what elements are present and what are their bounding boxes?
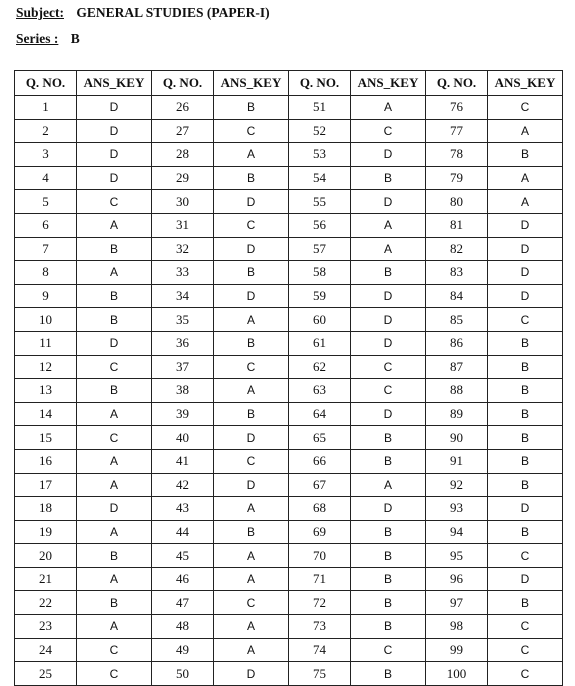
question-number-cell: 82 [426,237,488,261]
answer-key-cell: D [351,331,426,355]
question-number-cell: 14 [15,402,77,426]
answer-key-cell: B [488,473,563,497]
question-number-cell: 90 [426,426,488,450]
question-number-cell: 57 [289,237,351,261]
table-row [15,402,563,426]
answer-key-cell: B [214,166,289,190]
subject-value: GENERAL STUDIES (PAPER-I) [76,5,270,20]
question-number-cell: 1 [15,96,77,120]
question-number-cell: 40 [152,426,214,450]
answer-key-cell: D [488,497,563,521]
table-row [15,567,563,591]
answer-key-cell: C [351,638,426,662]
table-row [15,261,563,285]
column-header-q-no: Q. NO. [152,71,214,96]
question-number-cell: 92 [426,473,488,497]
answer-key-cell: D [488,567,563,591]
answer-key-cell: B [214,402,289,426]
question-number-cell: 72 [289,591,351,615]
answer-key-cell: D [351,308,426,332]
answer-key-cell: B [488,143,563,167]
table-row [15,308,563,332]
question-number-cell: 94 [426,520,488,544]
answer-key-cell: C [488,662,563,686]
question-number-cell: 10 [15,308,77,332]
answer-key-cell: C [214,355,289,379]
question-number-cell: 26 [152,96,214,120]
answer-key-cell: B [77,284,152,308]
answer-key-cell: B [488,402,563,426]
question-number-cell: 23 [15,615,77,639]
table-row [15,473,563,497]
question-number-cell: 22 [15,591,77,615]
answer-key-cell: B [351,544,426,568]
answer-key-cell: D [77,143,152,167]
question-number-cell: 98 [426,615,488,639]
column-header-ans-key: ANS_KEY [351,71,426,96]
answer-key-cell: C [77,426,152,450]
question-number-cell: 63 [289,379,351,403]
question-number-cell: 17 [15,473,77,497]
answer-key-cell: A [214,567,289,591]
answer-key-cell: A [214,497,289,521]
question-number-cell: 60 [289,308,351,332]
question-number-cell: 27 [152,119,214,143]
table-row [15,591,563,615]
table-row [15,497,563,521]
question-number-cell: 50 [152,662,214,686]
answer-key-cell: A [77,615,152,639]
question-number-cell: 69 [289,520,351,544]
answer-key-cell: B [351,591,426,615]
answer-key-cell: A [488,119,563,143]
subject-label: Subject: [16,5,64,20]
answer-key-cell: D [77,119,152,143]
answer-key-cell: A [77,213,152,237]
answer-key-cell: B [214,261,289,285]
answer-key-cell: B [214,331,289,355]
answer-key-cell: B [488,331,563,355]
answer-key-cell: C [351,119,426,143]
answer-key-cell: D [214,473,289,497]
answer-key-cell: D [488,213,563,237]
question-number-cell: 3 [15,143,77,167]
column-header-q-no: Q. NO. [289,71,351,96]
question-number-cell: 70 [289,544,351,568]
question-number-cell: 30 [152,190,214,214]
answer-key-cell: B [214,96,289,120]
table-row [15,544,563,568]
question-number-cell: 73 [289,615,351,639]
question-number-cell: 97 [426,591,488,615]
question-number-cell: 46 [152,567,214,591]
question-number-cell: 75 [289,662,351,686]
question-number-cell: 2 [15,119,77,143]
table-row [15,520,563,544]
answer-key-cell: D [351,402,426,426]
series-label: Series : [16,31,59,46]
table-row [15,379,563,403]
answer-key-cell: A [77,520,152,544]
answer-key-cell: D [351,497,426,521]
answer-key-cell: A [214,544,289,568]
question-number-cell: 7 [15,237,77,261]
answer-key-cell: C [488,544,563,568]
question-number-cell: 100 [426,662,488,686]
answer-key-cell: C [488,615,563,639]
answer-key-cell: B [351,166,426,190]
answer-key-cell: B [351,615,426,639]
answer-key-cell: B [77,237,152,261]
question-number-cell: 19 [15,520,77,544]
answer-key-cell: C [488,308,563,332]
answer-key-cell: A [77,449,152,473]
question-number-cell: 38 [152,379,214,403]
question-number-cell: 8 [15,261,77,285]
question-number-cell: 5 [15,190,77,214]
question-number-cell: 20 [15,544,77,568]
table-body [15,96,563,686]
answer-key-cell: C [77,355,152,379]
question-number-cell: 62 [289,355,351,379]
question-number-cell: 39 [152,402,214,426]
answer-key-cell: B [488,591,563,615]
answer-key-cell: A [214,638,289,662]
column-header-ans-key: ANS_KEY [488,71,563,96]
question-number-cell: 42 [152,473,214,497]
answer-key-cell: B [77,544,152,568]
question-number-cell: 54 [289,166,351,190]
answer-key-cell: C [214,119,289,143]
table-row [15,638,563,662]
answer-key-cell: A [488,190,563,214]
answer-key-cell: B [488,449,563,473]
question-number-cell: 71 [289,567,351,591]
question-number-cell: 55 [289,190,351,214]
question-number-cell: 18 [15,497,77,521]
answer-key-cell: A [488,166,563,190]
answer-key-cell: B [351,449,426,473]
answer-key-cell: A [214,308,289,332]
question-number-cell: 74 [289,638,351,662]
question-number-cell: 16 [15,449,77,473]
column-header-q-no: Q. NO. [426,71,488,96]
answer-key-cell: B [77,591,152,615]
question-number-cell: 93 [426,497,488,521]
question-number-cell: 33 [152,261,214,285]
answer-key-cell: B [488,355,563,379]
table-row [15,284,563,308]
subject-line [16,5,270,21]
answer-key-cell: D [214,190,289,214]
question-number-cell: 13 [15,379,77,403]
table-header-row [15,71,563,96]
answer-key-cell: B [488,520,563,544]
answer-key-cell: A [214,379,289,403]
table-row [15,426,563,450]
table-row [15,190,563,214]
answer-key-cell: C [351,355,426,379]
answer-key-cell: D [77,166,152,190]
question-number-cell: 37 [152,355,214,379]
answer-key-cell: D [214,237,289,261]
answer-key-cell: C [214,213,289,237]
question-number-cell: 85 [426,308,488,332]
answer-key-cell: A [77,402,152,426]
answer-key-cell: D [488,237,563,261]
question-number-cell: 47 [152,591,214,615]
table-row [15,119,563,143]
question-number-cell: 52 [289,119,351,143]
question-number-cell: 76 [426,96,488,120]
question-number-cell: 44 [152,520,214,544]
answer-key-cell: D [77,497,152,521]
answer-key-cell: C [77,662,152,686]
question-number-cell: 15 [15,426,77,450]
table-row [15,662,563,686]
answer-key-cell: B [351,426,426,450]
question-number-cell: 88 [426,379,488,403]
question-number-cell: 96 [426,567,488,591]
question-number-cell: 78 [426,143,488,167]
answer-key-cell: B [351,261,426,285]
question-number-cell: 56 [289,213,351,237]
answer-key-cell: A [214,615,289,639]
answer-key-cell: B [77,379,152,403]
table-row [15,331,563,355]
question-number-cell: 24 [15,638,77,662]
answer-key-cell: A [77,473,152,497]
question-number-cell: 83 [426,261,488,285]
question-number-cell: 77 [426,119,488,143]
question-number-cell: 21 [15,567,77,591]
question-number-cell: 36 [152,331,214,355]
answer-key-cell: D [77,331,152,355]
table-row [15,96,563,120]
answer-key-cell: D [214,284,289,308]
question-number-cell: 51 [289,96,351,120]
answer-key-cell: A [351,96,426,120]
question-number-cell: 43 [152,497,214,521]
answer-key-cell: D [351,143,426,167]
answer-key-table [14,70,563,686]
table-row [15,166,563,190]
answer-key-cell: B [351,520,426,544]
answer-key-cell: B [351,662,426,686]
column-header-q-no: Q. NO. [15,71,77,96]
question-number-cell: 32 [152,237,214,261]
answer-key-cell: B [488,426,563,450]
question-number-cell: 25 [15,662,77,686]
question-number-cell: 87 [426,355,488,379]
question-number-cell: 86 [426,331,488,355]
question-number-cell: 41 [152,449,214,473]
question-number-cell: 61 [289,331,351,355]
question-number-cell: 68 [289,497,351,521]
question-number-cell: 89 [426,402,488,426]
question-number-cell: 11 [15,331,77,355]
question-number-cell: 59 [289,284,351,308]
question-number-cell: 35 [152,308,214,332]
answer-key-cell: A [77,567,152,591]
question-number-cell: 34 [152,284,214,308]
answer-key-cell: A [77,261,152,285]
question-number-cell: 31 [152,213,214,237]
question-number-cell: 48 [152,615,214,639]
question-number-cell: 29 [152,166,214,190]
question-number-cell: 99 [426,638,488,662]
answer-key-cell: C [488,638,563,662]
answer-key-cell: D [351,284,426,308]
series-value: B [70,31,80,46]
table-row [15,449,563,473]
answer-key-cell: C [351,379,426,403]
answer-key-cell: B [488,379,563,403]
answer-key-cell: D [488,261,563,285]
answer-key-cell: D [351,190,426,214]
table-row [15,213,563,237]
question-number-cell: 9 [15,284,77,308]
answer-key-cell: B [351,567,426,591]
question-number-cell: 66 [289,449,351,473]
question-number-cell: 81 [426,213,488,237]
question-number-cell: 67 [289,473,351,497]
question-number-cell: 53 [289,143,351,167]
answer-key-cell: C [488,96,563,120]
question-number-cell: 58 [289,261,351,285]
question-number-cell: 45 [152,544,214,568]
column-header-ans-key: ANS_KEY [77,71,152,96]
question-number-cell: 95 [426,544,488,568]
question-number-cell: 79 [426,166,488,190]
table-row [15,355,563,379]
column-header-ans-key: ANS_KEY [214,71,289,96]
answer-key-cell: A [351,213,426,237]
table-row [15,615,563,639]
table-row [15,237,563,261]
answer-key-cell: A [351,237,426,261]
question-number-cell: 49 [152,638,214,662]
series-line [16,31,80,47]
answer-key-cell: B [77,308,152,332]
answer-key-cell: D [77,96,152,120]
question-number-cell: 65 [289,426,351,450]
question-number-cell: 12 [15,355,77,379]
question-number-cell: 4 [15,166,77,190]
answer-key-cell: D [488,284,563,308]
question-number-cell: 6 [15,213,77,237]
answer-key-cell: C [77,190,152,214]
answer-key-cell: B [214,520,289,544]
question-number-cell: 28 [152,143,214,167]
question-number-cell: 64 [289,402,351,426]
answer-key-cell: C [214,591,289,615]
answer-key-cell: D [214,662,289,686]
answer-key-cell: A [214,143,289,167]
answer-key-cell: C [77,638,152,662]
table-row [15,143,563,167]
question-number-cell: 80 [426,190,488,214]
answer-key-cell: A [351,473,426,497]
answer-key-cell: D [214,426,289,450]
question-number-cell: 91 [426,449,488,473]
question-number-cell: 84 [426,284,488,308]
answer-key-cell: C [214,449,289,473]
